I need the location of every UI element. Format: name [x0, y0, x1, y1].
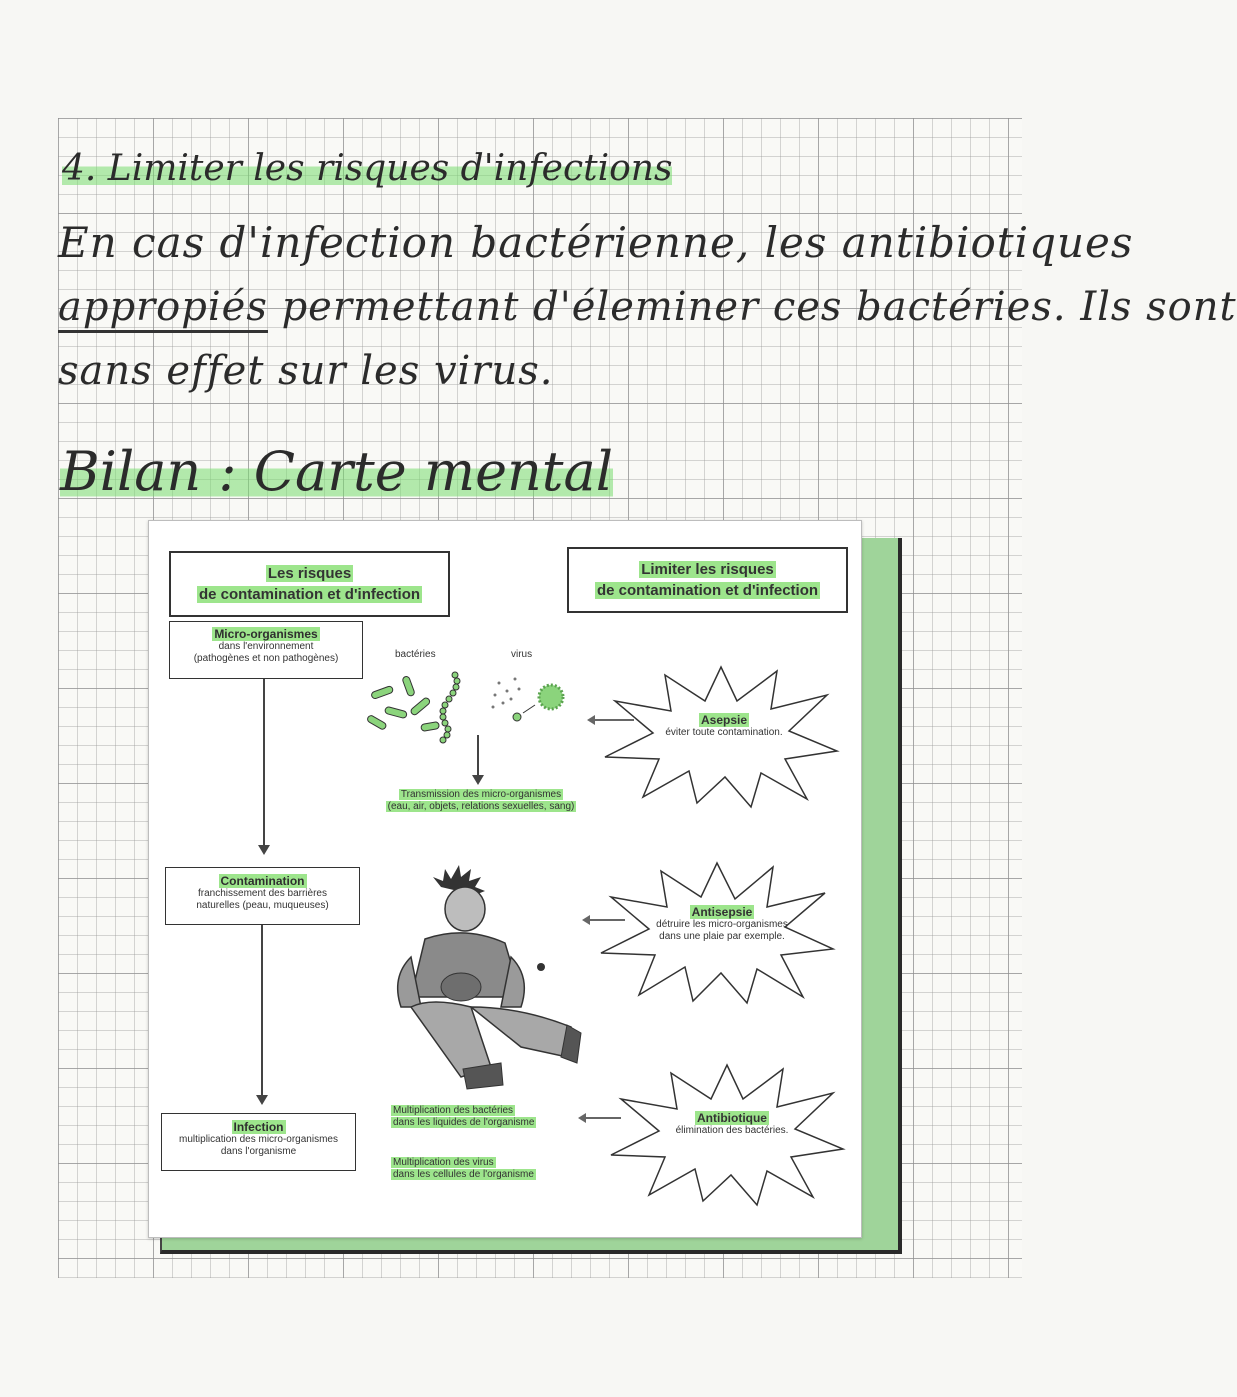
asepsie-text: Asepsie éviter toute contamination.	[665, 713, 783, 738]
label-virus: virus	[511, 649, 533, 660]
note-line-3: sans effet sur les virus.	[58, 348, 554, 394]
infection-box: Infection multiplication des micro-organismes dans l'organisme	[161, 1113, 356, 1171]
underlined-word: appropiés	[58, 284, 268, 333]
contamination-box: Contamination franchissement des barrières naturelles (peau, muqueuses)	[165, 867, 360, 925]
mind-map-card	[148, 520, 862, 1238]
note-line-2: appropiés permettant d'éleminer ces bactéries. Ils sont	[58, 284, 1237, 330]
antisepsie-text: Antisepsie détruire les micro-organismes dans une plaie par exemple.	[656, 905, 788, 942]
multiplication-virus: Multiplication des virus dans les cellules de l'organisme	[393, 1157, 534, 1180]
sick-person-illustration	[371, 857, 591, 1097]
note-line-1: En cas d'infection bactérienne, les antibiotiques	[58, 218, 1134, 267]
arrow-down-1	[263, 679, 265, 847]
arrow-down-transmission	[477, 735, 479, 777]
left-title-box: Les risques de contamination et d'infection	[169, 551, 450, 617]
arrow-down-2	[261, 925, 263, 1097]
transmission-text: Transmission des micro-organismes (eau, air, objets, relations sexuelles, sang)	[387, 789, 575, 812]
section-heading: 4. Limiter les risques d'infections	[62, 148, 673, 189]
right-title-box: Limiter les risques de contamination et d'infection	[567, 547, 848, 613]
multiplication-bacteries: Multiplication des bactéries dans les liquides de l'organisme	[393, 1105, 535, 1128]
bilan-title: Bilan : Carte mental	[60, 440, 613, 503]
antibiotique-text: Antibiotique élimination des bactéries.	[675, 1111, 789, 1136]
bacteria-virus-illustration	[359, 661, 589, 751]
micro-organismes-box: Micro-organismes dans l'environnement (pathogènes et non pathogènes)	[169, 621, 363, 679]
label-bacteries: bactéries	[395, 649, 436, 660]
